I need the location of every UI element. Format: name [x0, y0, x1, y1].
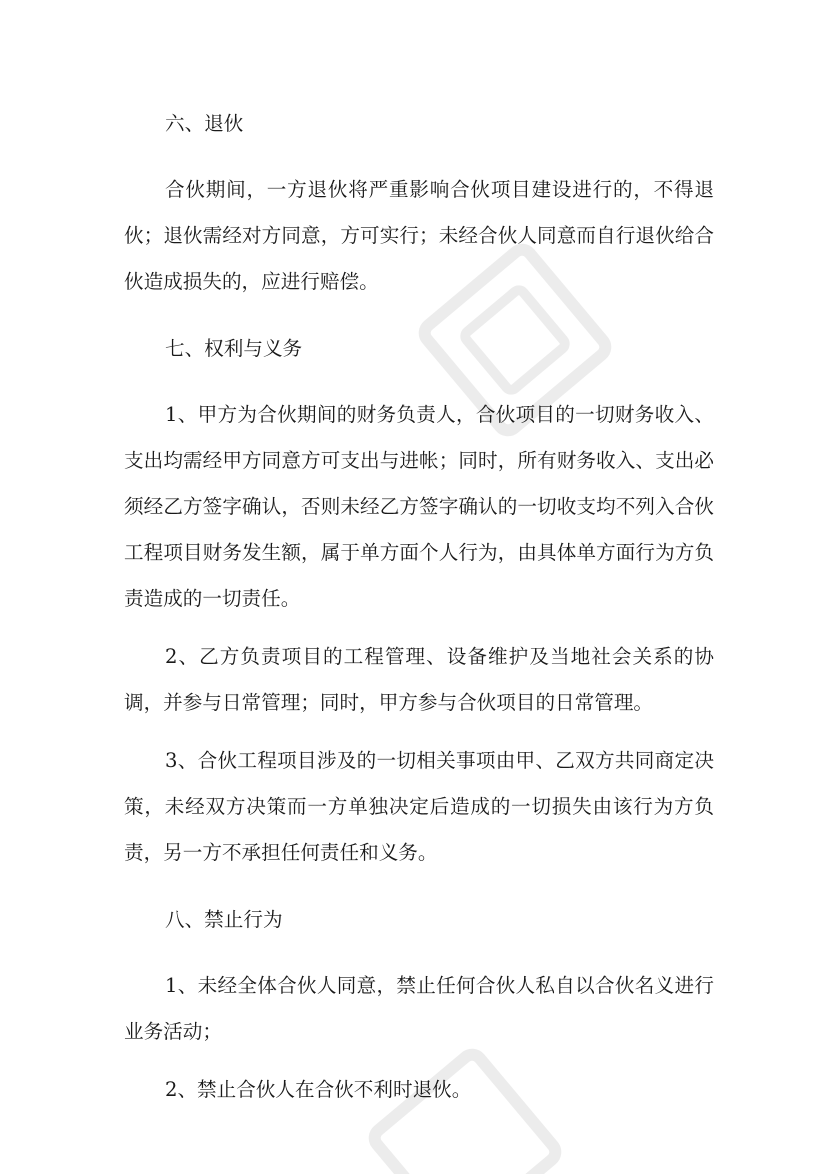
section-heading-rights-duties: 七、权利与义务: [165, 337, 303, 360]
paragraph-rights-1: 1、甲方为合伙期间的财务负责人，合伙项目的一切财务收入、支出均需经甲方同意方可支出与进帐；同时，所有财务收入、支出必须经乙方签字确认，否则未经乙方签字确认的一切收支均不列入合伙工程项目财务发生额，属于单方面个人行为，由具体单方面行为方负责造成的一切责任。: [124, 403, 714, 610]
section-heading-prohibited: 八、禁止行为: [165, 908, 283, 931]
document-body: [124, 98, 714, 1113]
paragraph-prohibited-2: 2、禁止合伙人在合伙不利时退伙。: [165, 1078, 472, 1101]
section-heading-withdrawal: 六、退伙: [165, 112, 244, 135]
paragraph-rights-2: 2、乙方负责项目的工程管理、设备维护及当地社会关系的协调，并参与日常管理；同时，甲方参与合伙项目的日常管理。: [124, 645, 714, 714]
paragraph-rights-3: 3、合伙工程项目涉及的一切相关事项由甲、乙双方共同商定决策，未经双方决策而一方单独决定后造成的一切损失由该行为方负责，另一方不承担任何责任和义务。: [124, 749, 714, 864]
paragraph-withdrawal: 合伙期间，一方退伙将严重影响合伙项目建设进行的，不得退伙；退伙需经对方同意，方可实行；未经合伙人同意而自行退伙给合伙造成损失的，应进行赔偿。: [124, 178, 714, 293]
paragraph-prohibited-1: 1、未经全体合伙人同意，禁止任何合伙人私自以合伙名义进行业务活动；: [124, 974, 714, 1043]
